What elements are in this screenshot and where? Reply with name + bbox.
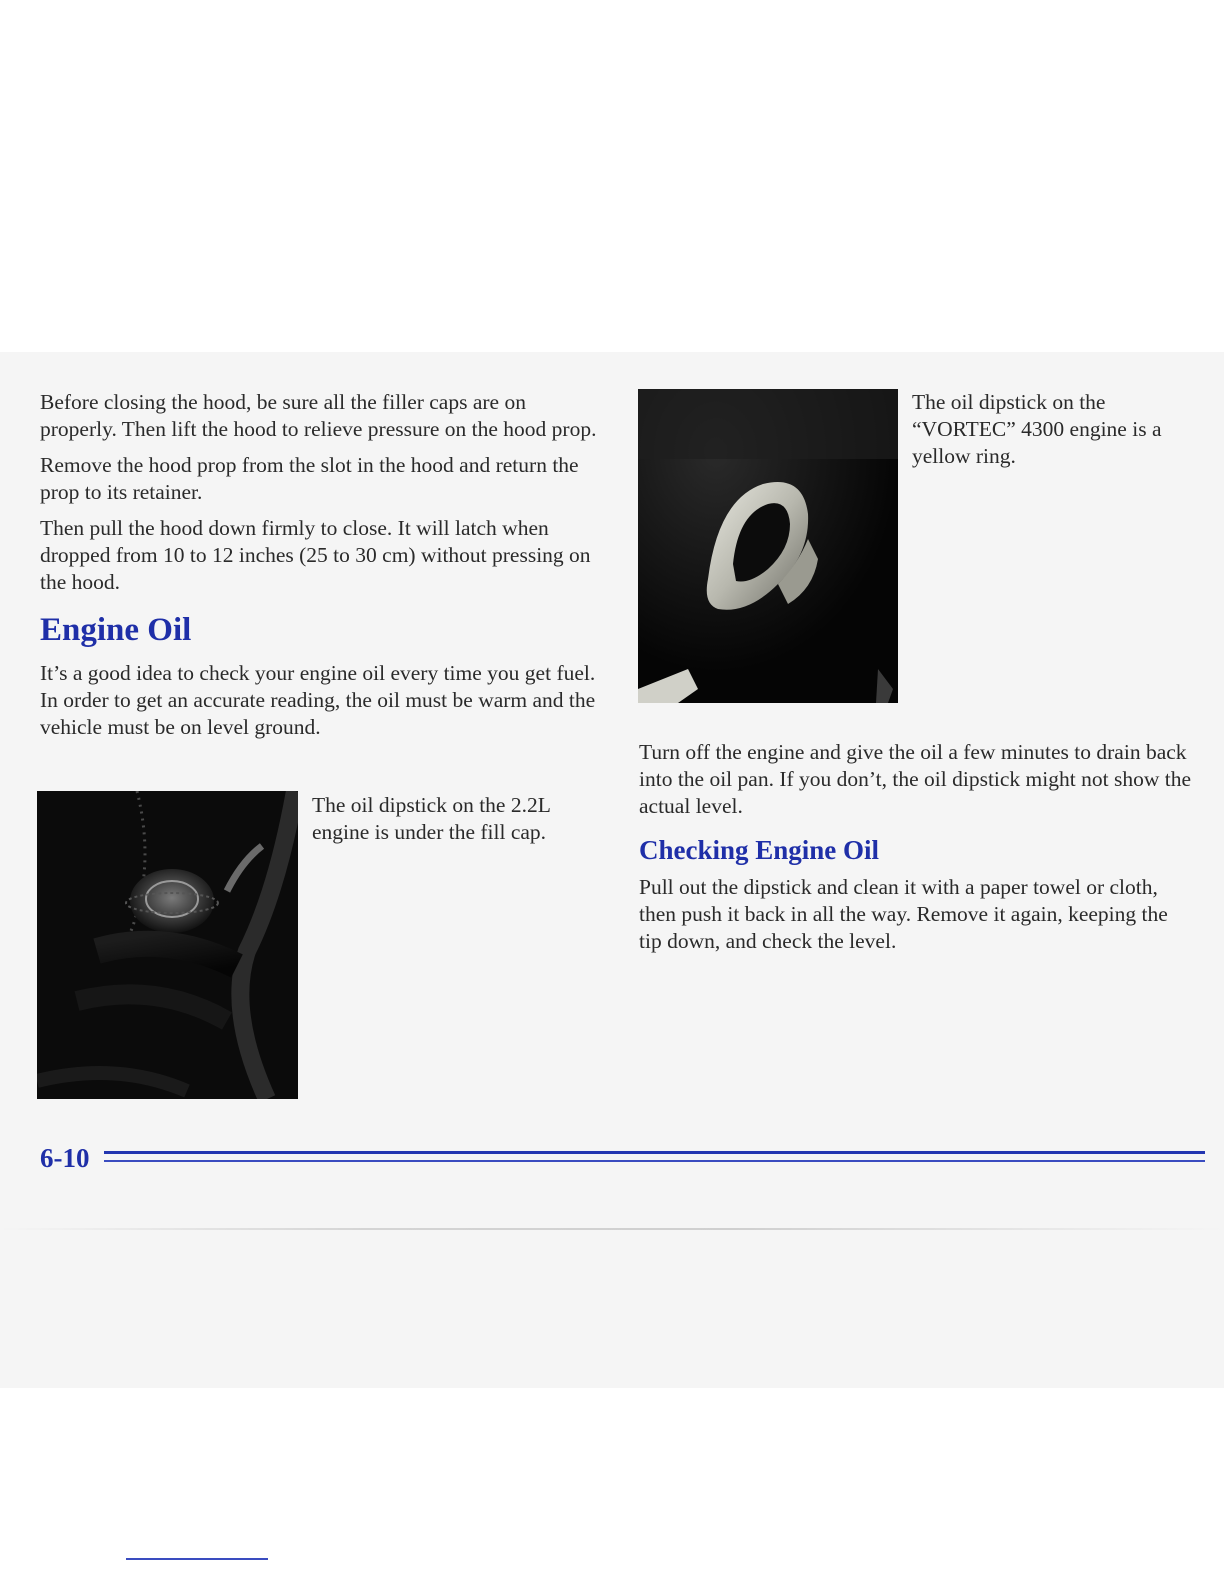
engine-oil-intro: It’s a good idea to check your engine oil every time you get fuel. In order to get an accurate reading, the oil must be warm and the vehicle must be on level ground. (40, 661, 596, 739)
photo-2-2l-dipstick (37, 791, 298, 1099)
photo-vortec-dipstick (638, 389, 898, 703)
drain-oil-paragraph: Turn off the engine and give the oil a few minutes to drain back into the oil pan. If you don’t, the oil dipstick might not show the actual level. (639, 740, 1191, 818)
subheading-checking-engine-oil: Checking Engine Oil (639, 835, 880, 865)
section-heading-engine-oil: Engine Oil (40, 612, 192, 648)
hood-prop-paragraph: Remove the hood prop from the slot in the hood and return the prop to its retainer. (40, 453, 579, 504)
footer-rule-top (104, 1151, 1205, 1154)
left-column (40, 389, 605, 750)
right-column (639, 739, 1194, 964)
photo-vortec-caption: The oil dipstick on the “VORTEC” 4300 engine is a yellow ring. (912, 390, 1162, 468)
bottom-margin-line (126, 1558, 268, 1560)
engine-fill-cap-illustration (37, 791, 298, 1099)
dipstick-instructions: Pull out the dipstick and clean it with a paper towel or cloth, then push it back in all the way. Remove it again, keeping the tip down, and check the level. (639, 875, 1168, 953)
hood-closing-paragraph: Before closing the hood, be sure all the filler caps are on properly. Then lift the hood to relieve pressure on the hood prop. (40, 390, 597, 441)
page-number: 6-10 (40, 1143, 90, 1173)
footer-rule-bottom (104, 1160, 1205, 1162)
scan-edge (0, 1228, 1224, 1230)
photo-2-2l-caption: The oil dipstick on the 2.2L engine is under the fill cap. (312, 793, 551, 844)
hood-latch-paragraph: Then pull the hood down firmly to close. It will latch when dropped from 10 to 12 inches (25 to 30 cm) without pressing on the hood. (40, 516, 591, 594)
yellow-ring-dipstick-illustration (638, 389, 898, 703)
